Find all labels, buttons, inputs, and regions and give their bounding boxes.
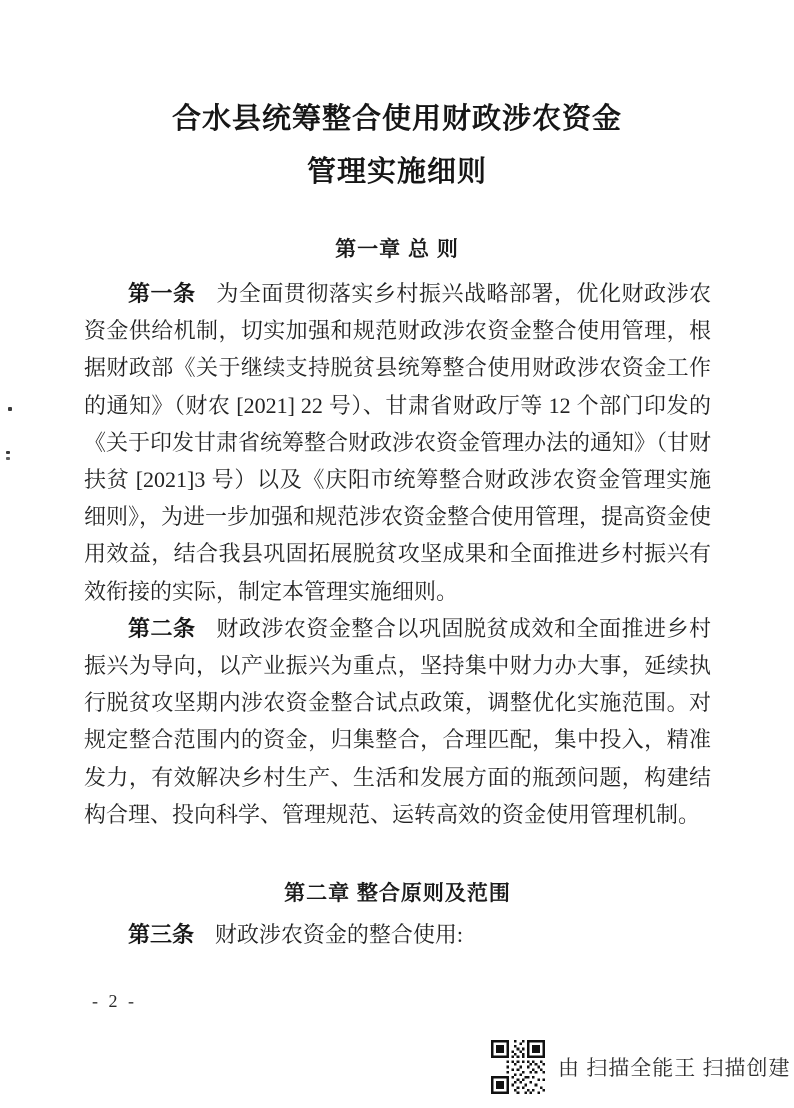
scan-artifact-dot xyxy=(6,451,10,454)
article-2-text: 财政涉农资金整合以巩固脱贫成效和全面推进乡村振兴为导向，以产业振兴为重点，坚持集中财力办大事，延续执行脱贫攻坚期内涉农资金整合试点政策，调整优化实施范围。对规定整合范围内的资金，归集整合，合理匹配，集中投入，精准发力，有效解决乡村生产、生活和发展方面的瓶颈问题，构建结构合理、投向科学、管理规范、运转高效的资金使用管理机制。 xyxy=(84,615,711,827)
document-title-line-2: 管理实施细则 xyxy=(306,156,487,188)
qr-code-icon xyxy=(491,1040,545,1094)
paragraph-article-3 xyxy=(84,916,711,953)
paragraph-article-1 xyxy=(84,275,711,610)
article-1-number: 第一条 xyxy=(128,281,196,306)
page-number: - 2 - xyxy=(92,991,137,1011)
chapter-2-heading: 第二章 整合原则及范围 xyxy=(284,882,511,906)
document-body xyxy=(84,275,711,953)
article-3-text: 财政涉农资金的整合使用: xyxy=(214,922,464,948)
document-title-line-1: 合水县统筹整合使用财政涉农资金 xyxy=(171,103,622,135)
article-3-number: 第三条 xyxy=(128,922,195,948)
scanner-credit-text: 由 扫描全能王 扫描创建 xyxy=(558,1056,791,1080)
article-1-text: 为全面贯彻落实乡村振兴战略部署，优化财政涉农资金供给机制，切实加强和规范财政涉农资金整合使用管理，根据财政部《关于继续支持脱贫县统筹整合使用财政涉农资金工作的通知》（财农 [2021] 22 号）、甘肃省财政厅等 12 个部门印发的《关于印发甘肃省统筹整合财政涉农资金管理办法的通知》（甘财扶贫 [2021]3 号）以及《庆阳市统筹整合财政涉农资金管理实施细则》，为进一步加强和规范涉农资金整合使用管理，提高资金使用效益，结合我县巩固拓展脱贫攻坚成果和全面推进乡村振兴有效衔接的实际，制定本管理实施细则。 xyxy=(84,281,712,604)
chapter-1-heading: 第一章 总 则 xyxy=(335,238,459,261)
article-2-number: 第二条 xyxy=(128,615,196,641)
scan-artifact-dot xyxy=(6,457,10,460)
document-title xyxy=(0,93,794,199)
paragraph-article-2 xyxy=(84,610,711,833)
scan-artifact-dot xyxy=(8,407,12,411)
scanner-footer xyxy=(491,1040,791,1094)
